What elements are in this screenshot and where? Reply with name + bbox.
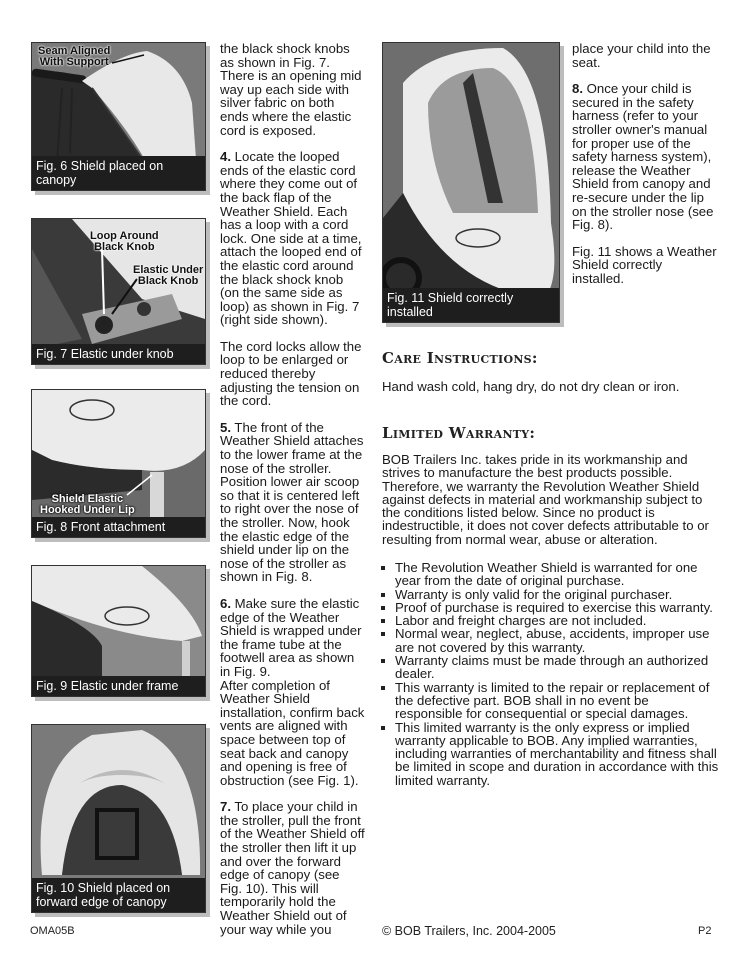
step-number: 5.	[220, 419, 231, 435]
step-text: Make sure the elastic edge of the Weather Shield is wrapped under the frame tube at the footwell area as shown in Fig. 9.	[220, 595, 362, 679]
figure-10	[31, 724, 206, 913]
callout-shield-elastic	[40, 494, 135, 516]
right-column-upper	[572, 42, 717, 299]
callout-line: With Support	[39, 56, 109, 68]
step-text: Locate the looped ends of the elastic cord where they come out of the back flap of the Weather Shield. Each has a loop with a cord lock. One side at a time, attach the looped end of the elastic cord around the black shock knob (on the same side as loop) as shown in Fig. 7 (right side shown).	[220, 149, 362, 328]
limited-warranty-heading: Limited Warranty:	[382, 424, 536, 442]
step-6	[220, 597, 365, 679]
figure-caption: Fig. 9 Elastic under frame	[32, 676, 205, 696]
caption-line: Fig. 10 Shield placed on	[36, 881, 171, 895]
figure-caption: Fig. 8 Front attachment	[32, 517, 205, 537]
step-8	[572, 82, 717, 232]
callout-line: Elastic Under	[133, 264, 204, 276]
figure-caption	[32, 878, 205, 912]
callout-loop-around	[90, 231, 159, 253]
step-7	[220, 800, 365, 936]
step-number: 6.	[220, 595, 231, 611]
figure-caption: Fig. 7 Elastic under knob	[32, 344, 205, 364]
warranty-item: Labor and freight charges are not included.	[379, 614, 719, 627]
callout-seam-aligned	[38, 46, 110, 68]
callout-line: Seam Aligned	[38, 45, 111, 57]
callout-line: Shield Elastic	[51, 493, 124, 505]
callout-line: Black Knob	[137, 275, 199, 287]
step-number: 4.	[220, 149, 231, 165]
figure-9	[31, 565, 206, 697]
document-code: OMA05B	[30, 925, 75, 937]
shield-installed-photo	[383, 43, 559, 322]
step-text: To place your child in the stroller, pull the front of the Weather Shield off the stroller then lift it up and over the forward edge of canopy (see Fig. 10). This will temporarily hold the Weather Shield out of your way while you	[220, 799, 365, 937]
paragraph-continued: the black shock knobs as shown in Fig. 7. There is an opening mid way up each side with silver fabric on both ends where the elastic cord is exposed.	[220, 41, 362, 138]
caption-line: forward edge of canopy	[36, 895, 167, 909]
callout-line: Black Knob	[94, 241, 155, 253]
warranty-item: The Revolution Weather Shield is warranted for one year from the date of original purchase.	[379, 561, 719, 588]
callout-line: Loop Around	[90, 230, 159, 242]
care-instructions-text: Hand wash cold, hang dry, do not dry clean or iron.	[382, 379, 680, 394]
installation-check-paragraph: After completion of Weather Shield installation, confirm back vents are aligned with space between top of seat back and canopy and opening is free of obstruction (see Fig. 1).	[220, 677, 365, 788]
figure-caption: Fig. 6 Shield placed on canopy	[32, 156, 205, 190]
figure-caption: Fig. 11 Shield correctly installed	[383, 288, 559, 322]
step-text: The front of the Weather Shield attaches to the lower frame at the nose of the stroller. Position lower air scoop so that it is centered left to right over the nose of the stroller. Now, hook the elastic edge of the shield under lip on the nose of the stroller as shown in Fig. 8.	[220, 419, 364, 585]
warranty-item: This limited warranty is the only express or implied warranty applicable to BOB. Any implied warranties, including warranties of merchantability and fitness shall be limited in scope and duration in accordance with this limited warranty.	[379, 721, 719, 787]
page-number: P2	[698, 925, 712, 937]
step-text: Once your child is secured in the safety harness (refer to your stroller owner's manual for proper use of the safety harness system), release the Weather Shield from canopy and re-secure under the lip on the stroller nose (see Fig. 8).	[572, 81, 714, 233]
care-instructions-heading: Care Instructions:	[382, 349, 538, 367]
figure-11	[382, 42, 560, 323]
figure-6	[31, 42, 206, 191]
warranty-intro: BOB Trailers Inc. takes pride in its workmanship and strives to manufacture the best products possible. Therefore, we warranty the Revolution Weather Shield against defects in material and workmanship subject to the conditions listed below. Since no product is indestructible, it does not cover defects attributable to or resulting from normal wear, abuse or alteration.	[382, 452, 709, 547]
step-number: 8.	[572, 81, 583, 97]
fig11-note: Fig. 11 shows a Weather Shield correctly installed.	[572, 243, 717, 286]
middle-column	[220, 42, 365, 949]
warranty-item: This warranty is limited to the repair or replacement of the defective part. BOB shall in no event be responsible for consequential or special damages.	[379, 681, 719, 721]
callout-line: Hooked Under Lip	[40, 504, 135, 516]
step-4	[220, 150, 365, 327]
warranty-item: Warranty is only valid for the original purchaser.	[379, 588, 719, 601]
step-5	[220, 421, 365, 584]
warranty-list	[379, 561, 719, 787]
callout-elastic-under	[133, 265, 203, 287]
warranty-item: Normal wear, neglect, abuse, accidents, improper use are not covered by this warranty.	[379, 627, 719, 654]
cord-locks-paragraph: The cord locks allow the loop to be enlarged or reduced thereby adjusting the tension on the cord.	[220, 338, 362, 409]
warranty-item: Warranty claims must be made through an authorized dealer.	[379, 654, 719, 681]
paragraph-continued: place your child into the seat.	[572, 41, 711, 70]
warranty-item: Proof of purchase is required to exercise this warranty.	[379, 601, 719, 614]
copyright: © BOB Trailers, Inc. 2004-2005	[382, 924, 556, 938]
figure-7	[31, 218, 206, 365]
step-number: 7.	[220, 799, 231, 815]
figure-8	[31, 389, 206, 538]
